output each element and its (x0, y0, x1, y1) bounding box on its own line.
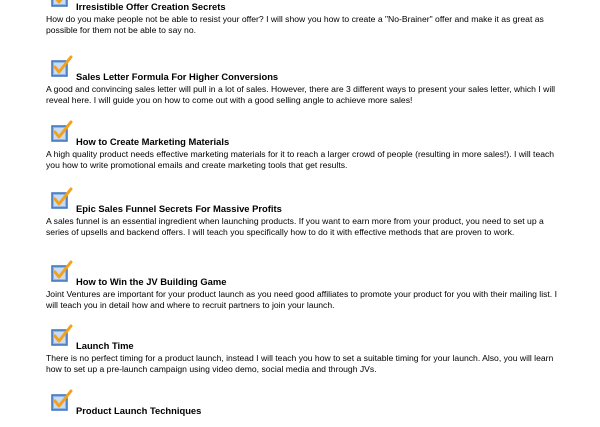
feature-heading: Irresistible Offer Creation Secrets (76, 1, 226, 12)
feature-heading-row (46, 259, 566, 289)
feature-heading-row (46, 54, 566, 84)
feature-heading-row (46, 119, 566, 149)
feature-heading: Epic Sales Funnel Secrets For Massive Profits (76, 203, 282, 214)
feature-heading-row (46, 388, 566, 418)
feature-section (46, 259, 566, 310)
checkbox-check-icon (50, 54, 74, 78)
feature-section (46, 119, 566, 170)
checkbox-check-icon (50, 259, 74, 283)
feature-description: A sales funnel is an essential ingredient when launching products. If you want to earn more from your product, you need to set up a series of upsells and backend offers. I will teach you specifically how to do it with effective methods that are proven to work. (46, 216, 544, 237)
feature-section (46, 0, 566, 35)
feature-heading: Product Launch Techniques (76, 405, 202, 416)
checkbox-check-icon (50, 323, 74, 347)
feature-description: Joint Ventures are important for your product launch as you need good affiliates to promote your product for you with their mailing list. I will teach you in detail how and where to recruit partners to join your launch. (46, 289, 557, 310)
feature-heading: Sales Letter Formula For Higher Conversions (76, 71, 279, 82)
checkbox-check-icon (50, 388, 74, 412)
checkbox-check-icon (50, 186, 74, 210)
feature-section (46, 186, 566, 237)
feature-heading: How to Create Marketing Materials (76, 136, 230, 147)
feature-description: A high quality product needs effective marketing materials for it to reach a larger crowd of people (resulting in more sales!). I will teach you how to write promotional emails and create marketing tools that get results. (46, 149, 555, 170)
checkbox-check-icon (50, 119, 74, 143)
feature-description: There is no perfect timing for a product launch, instead I will teach you how to set a suitable timing for your launch. Also, you will learn how to set up a pre-launch campaign using video demo, social media and through JVs. (46, 353, 554, 374)
feature-heading-row (46, 323, 566, 353)
feature-description: A good and convincing sales letter will pull in a lot of sales. However, there are 3 different ways to present your sales letter, which I will reveal here. I will guide you on how to come out with a good selling angle to achieve more sales! (46, 84, 556, 105)
feature-section (46, 54, 566, 105)
feature-heading: How to Win the JV Building Game (76, 276, 227, 287)
feature-heading-row (46, 0, 566, 14)
feature-heading: Launch Time (76, 340, 134, 351)
feature-heading-row (46, 186, 566, 216)
feature-description: How do you make people not be able to resist your offer? I will show you how to create a "No-Brainer" offer and make it as great as possible for them not be able to say no. (46, 14, 544, 35)
checkbox-check-icon (50, 0, 74, 8)
feature-section (46, 323, 566, 374)
feature-section (46, 388, 566, 418)
